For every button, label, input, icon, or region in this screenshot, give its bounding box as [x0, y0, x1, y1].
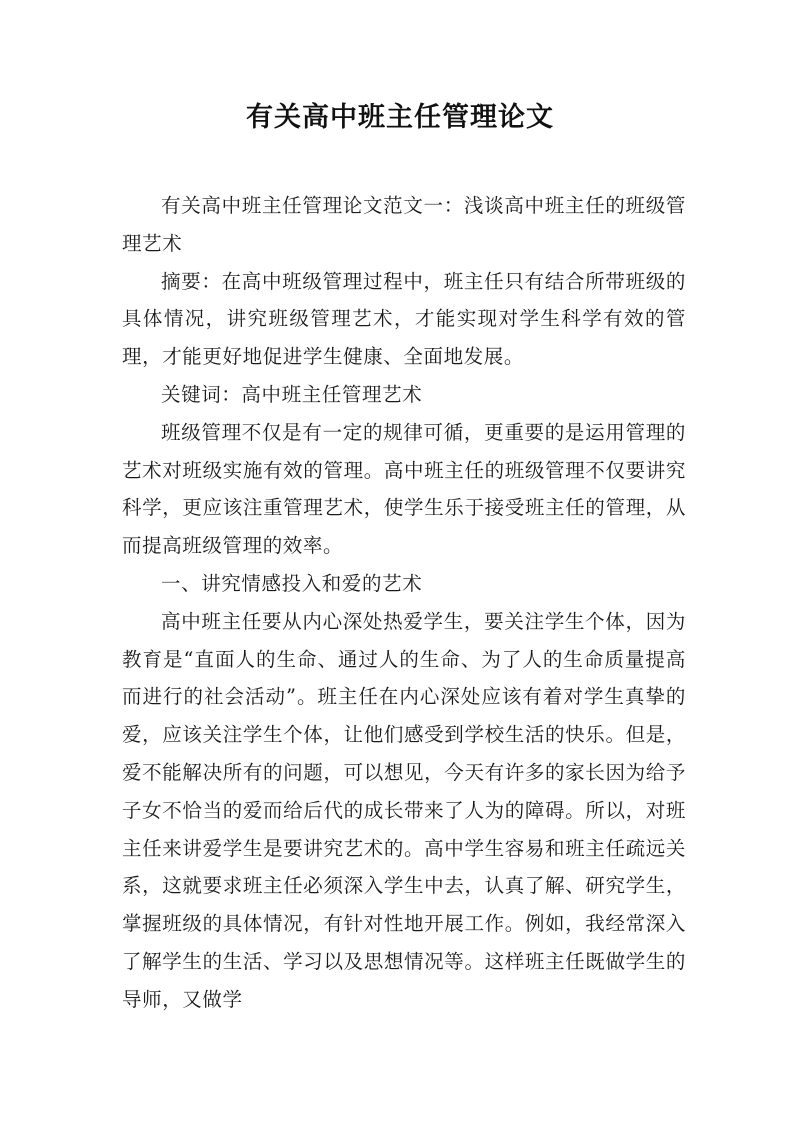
paragraph-section-1: 高中班主任要从内心深处热爱学生，要关注学生个体，因为教育是“直面人的生命、通过人的生命、为了人的生命质量提高而进行的社会活动”。班主任在内心深处应该有着对学生真挚的爱，应该关注学生个体，让他们感受到学校生活的快乐。但是，爱不能解决所有的问题，可以想见，今天有许多的家长因为给予子女不恰当的爱而给后代的成长带来了人为的障碍。所以，对班主任来讲爱学生是要讲究艺术的。高中学生容易和班主任疏远关系，这就要求班主任必须深入学生中去，认真了解、研究学生，掌握班级的具体情况，有针对性地开展工作。例如，我经常深入了解学生的生活、学习以及思想情况等。这样班主任既做学生的导师，又做学: [122, 609, 686, 1011]
paragraph-keywords: 关键词：高中班主任管理艺术: [161, 382, 423, 406]
paragraph-intro: 班级管理不仅是有一定的规律可循，更重要的是运用管理的艺术对班级实施有效的管理。高中班主任的班级管理不仅要讲究科学，更应该注重管理艺术，使学生乐于接受班主任的管理，从而提高班级管理的效率。: [122, 420, 686, 558]
document-body: [122, 187, 686, 1019]
section-heading-1: 一、讲究情感投入和爱的艺术: [161, 571, 423, 595]
paragraph-heading-sample: 有关高中班主任管理论文范文一：浅谈高中班主任的班级管理艺术: [122, 194, 686, 255]
paragraph-abstract: 摘要：在高中班级管理过程中，班主任只有结合所带班级的具体情况，讲究班级管理艺术，才能实现对学生科学有效的管理，才能更好地促进学生健康、全面地发展。: [122, 269, 686, 369]
document-title: 有关高中班主任管理论文: [246, 102, 554, 133]
